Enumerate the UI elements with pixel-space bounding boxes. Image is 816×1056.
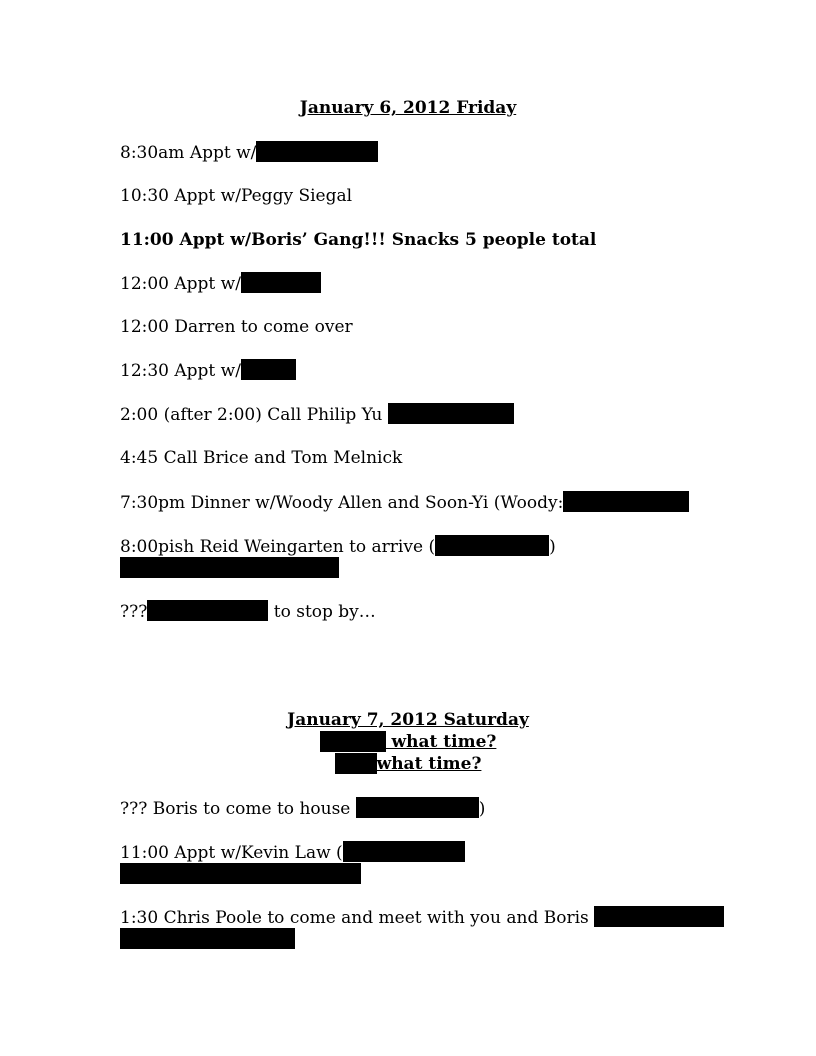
redaction-box [356,797,479,818]
entry-text: 7:30pm Dinner w/Woody Allen and Soon-Yi (Woody: [120,493,564,513]
redaction-box [563,491,689,512]
entry-kevin-law [120,841,465,864]
subheading-text: what time? [376,754,482,774]
redaction-box [120,863,361,884]
entry-text: 1:30 Chris Poole to come and meet with you and Boris [120,908,595,928]
entry-0730 [120,491,689,514]
entry-0800 [120,535,556,558]
redaction-box [147,600,268,621]
redaction-box [594,906,724,927]
subheading-text: what time? [385,732,497,752]
entry-unknown-visitor [120,600,376,623]
redaction-box [241,359,296,380]
entry-text: 11:00 Appt w/Kevin Law ( [120,843,343,863]
entry-1200-darren: 12:00 Darren to come over [120,317,353,337]
entry-1230 [120,359,296,382]
entry-text: 2:00 (after 2:00) Call Philip Yu [120,405,388,425]
entry-text: ??? Boris to come to house [120,799,356,819]
entry-text: 8:00pish Reid Weingarten to arrive ( [120,537,436,557]
redaction-box [335,753,377,774]
redaction-box [256,141,378,162]
redaction-box [388,403,514,424]
day1-heading: January 6, 2012 Friday [299,98,517,118]
entry-text: 8:30am Appt w/ [120,143,257,163]
redaction-box [435,535,549,556]
entry-0200 [120,403,514,426]
entry-text: 12:00 Appt w/ [120,274,241,294]
redaction-box [320,731,386,752]
entry-text: to stop by… [268,602,376,622]
entry-text: ) [549,537,556,557]
entry-text: ) [478,799,486,819]
day2-heading: January 7, 2012 Saturday [287,710,529,730]
entry-1030: 10:30 Appt w/Peggy Siegal [120,186,353,206]
entry-0445: 4:45 Call Brice and Tom Melnick [120,448,403,468]
entry-1100: 11:00 Appt w/Boris’ Gang!!! Snacks 5 people total [120,230,597,250]
redaction-box [241,272,321,293]
redaction-box [120,928,295,949]
day2-subheading-1 [0,731,816,753]
entry-chris-poole [120,906,724,929]
entry-text: ??? [120,602,148,622]
redaction-box [343,841,465,862]
redaction-box [120,557,339,578]
entry-0830 [120,141,378,164]
entry-text: 12:30 Appt w/ [120,361,241,381]
day2-subheading-2 [0,753,816,775]
entry-1200-appt [120,272,321,295]
entry-boris-house [120,797,485,820]
